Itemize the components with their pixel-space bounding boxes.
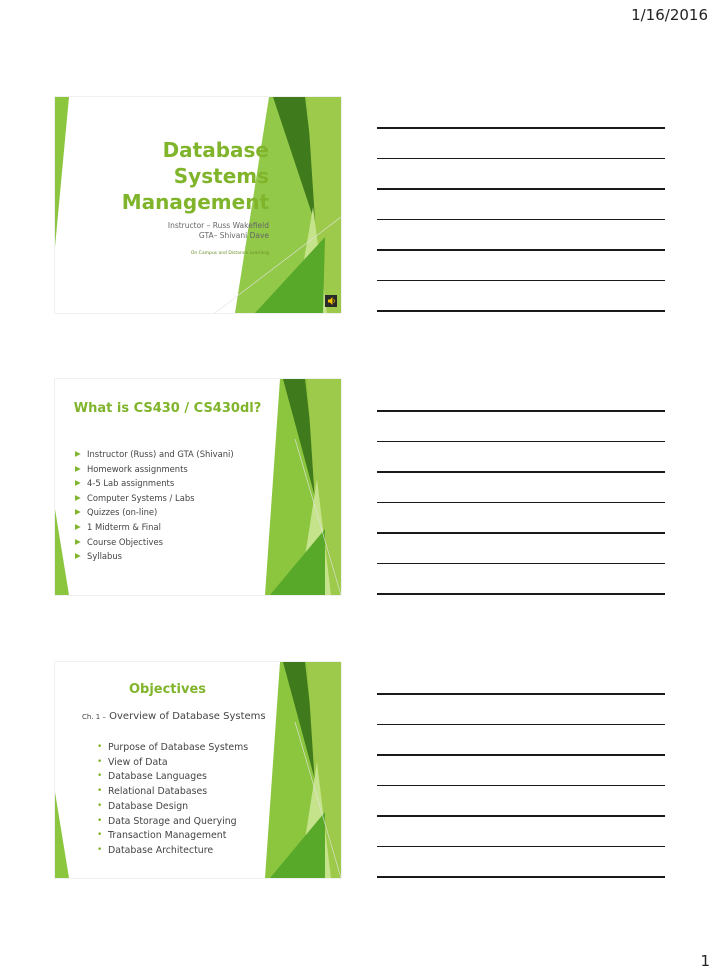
list-item xyxy=(75,505,234,520)
bullet-text: 4-5 Lab assignments xyxy=(87,478,175,489)
bullet-text: 1 Midterm & Final xyxy=(87,521,161,532)
list-item xyxy=(97,756,248,771)
list-item xyxy=(97,785,248,800)
note-line xyxy=(377,876,665,878)
bullet-text: Data Storage and Querying xyxy=(108,815,237,827)
note-line xyxy=(377,441,665,443)
list-item xyxy=(75,447,234,462)
bullet-text: Course Objectives xyxy=(87,536,163,547)
list-item xyxy=(75,535,234,550)
bullet-dot-icon: • xyxy=(97,742,103,752)
bullet-dot-icon: • xyxy=(97,756,103,767)
bullet-text: Syllabus xyxy=(87,551,123,562)
note-line xyxy=(377,502,665,504)
bullet-text: Instructor (Russ) and GTA (Shivani) xyxy=(87,449,234,459)
bullet-text: Computer Systems / Labs xyxy=(87,492,195,503)
note-line xyxy=(377,127,665,129)
triangle-right-icon: ▶ xyxy=(75,551,81,561)
bullet-text: Purpose of Database Systems xyxy=(108,742,249,753)
title-line: Systems xyxy=(173,164,269,188)
note-line xyxy=(377,310,665,312)
slide-3-heading: Objectives xyxy=(128,682,207,697)
note-line xyxy=(377,593,665,595)
list-item xyxy=(97,741,248,756)
speaker-icon[interactable] xyxy=(325,295,337,307)
bullet-dot-icon: • xyxy=(97,815,103,826)
note-line xyxy=(377,693,665,695)
slide-1-title xyxy=(122,137,269,215)
slide-2-bullet-list xyxy=(75,447,234,564)
gta-line: GTA– Shivani Dave xyxy=(198,231,269,240)
bullet-dot-icon: • xyxy=(97,830,103,841)
list-item xyxy=(75,476,234,491)
page-number: 1 xyxy=(700,952,710,970)
bullet-text: Relational Databases xyxy=(108,786,208,798)
title-line: Database xyxy=(162,138,269,162)
page-date: 1/16/2016 xyxy=(631,6,708,24)
chapter-prefix: Ch. 1 – xyxy=(82,713,106,721)
bullet-dot-icon: • xyxy=(97,786,103,797)
note-line xyxy=(377,815,665,817)
slide-2-heading: What is CS430 / CS430dl? xyxy=(73,401,262,416)
triangle-right-icon: ▶ xyxy=(75,478,81,488)
bullet-text: View of Data xyxy=(108,756,168,768)
bullet-dot-icon: • xyxy=(97,771,103,782)
bullet-text: Transaction Management xyxy=(108,830,227,842)
bullet-dot-icon: • xyxy=(97,844,103,855)
note-line xyxy=(377,563,665,565)
note-line xyxy=(377,219,665,221)
note-line xyxy=(377,158,665,160)
list-item xyxy=(97,844,248,859)
title-line: Management xyxy=(121,190,269,214)
list-item xyxy=(75,462,234,477)
list-item xyxy=(97,800,248,815)
note-line xyxy=(377,410,665,412)
triangle-right-icon: ▶ xyxy=(75,463,81,473)
chapter-title: Overview of Database Systems xyxy=(109,711,266,722)
note-line xyxy=(377,188,665,190)
note-line xyxy=(377,249,665,251)
bullet-text: Database Architecture xyxy=(108,844,214,856)
list-item xyxy=(97,829,248,844)
list-item xyxy=(75,491,234,506)
slide-3-thumbnail xyxy=(55,662,341,878)
note-line xyxy=(377,471,665,473)
note-line xyxy=(377,754,665,756)
note-line xyxy=(377,532,665,534)
bullet-text: Database Design xyxy=(108,800,189,812)
triangle-right-icon: ▶ xyxy=(75,536,81,546)
slide-3-objectives-list xyxy=(97,741,248,859)
bullet-text: Database Languages xyxy=(108,771,207,783)
note-line xyxy=(377,280,665,282)
slide-1-delivery: On Campus and Distance Learning xyxy=(190,251,269,256)
list-item xyxy=(75,520,234,535)
triangle-right-icon: ▶ xyxy=(75,507,81,517)
list-item xyxy=(75,549,234,564)
slide-1-thumbnail xyxy=(55,97,341,313)
list-item xyxy=(97,815,248,830)
note-line xyxy=(377,846,665,848)
triangle-right-icon: ▶ xyxy=(75,449,81,458)
instructor-line: Instructor – Russ Wakefield xyxy=(167,221,269,230)
chapter-line xyxy=(82,711,266,722)
slide-1-staff xyxy=(168,221,269,241)
bullet-text: Quizzes (on-line) xyxy=(87,507,158,518)
bullet-dot-icon: • xyxy=(97,800,103,811)
bullet-text: Homework assignments xyxy=(87,463,188,474)
triangle-right-icon: ▶ xyxy=(75,521,81,531)
triangle-right-icon: ▶ xyxy=(75,492,81,502)
slide-2-thumbnail xyxy=(55,379,341,595)
note-line xyxy=(377,724,665,726)
list-item xyxy=(97,770,248,785)
note-line xyxy=(377,785,665,787)
